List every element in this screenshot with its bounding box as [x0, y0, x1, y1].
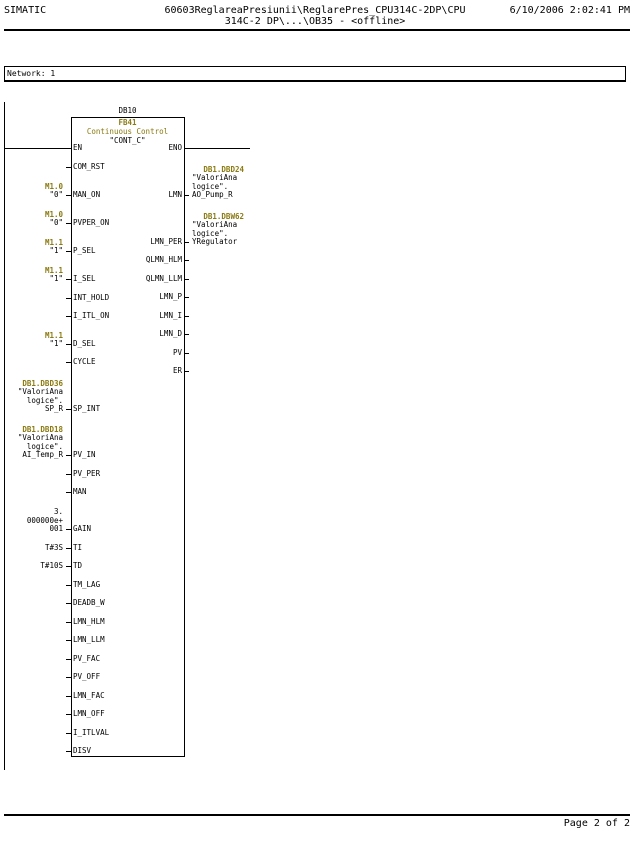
output-operand: "ValoriAna [192, 173, 238, 182]
output-wire [184, 242, 189, 243]
output-wire [184, 195, 189, 196]
input-pin-label: TM_LAG [73, 580, 101, 589]
input-operand: 000000e+ [26, 515, 63, 525]
input-wire [66, 529, 71, 530]
network-label: Network: 1 [7, 69, 56, 78]
input-wire [66, 455, 71, 456]
output-pin-label: LMN_PER [150, 237, 182, 246]
input-address: M1.1 [44, 237, 63, 247]
input-wire [66, 696, 71, 697]
input-operand: "1" [49, 339, 63, 348]
input-pin-label: I_ITLVAL [73, 728, 110, 737]
input-wire [66, 362, 71, 363]
input-pin-label: PV_OFF [73, 672, 101, 681]
input-wire [66, 223, 71, 224]
input-wire [66, 751, 71, 752]
output-pin-label: ENO [168, 143, 182, 152]
input-pin-label: DISV [73, 746, 92, 755]
input-pin-label: LMN_HLM [73, 617, 105, 626]
input-wire [66, 279, 71, 280]
output-pin-label: ER [172, 366, 182, 375]
input-wire [66, 251, 71, 252]
output-operand: AO_Pump_R [192, 190, 233, 199]
input-wire [66, 733, 71, 734]
instance-db: DB10 [118, 106, 137, 115]
input-address: DB1.DBD36 [22, 378, 63, 388]
input-operand: "1" [49, 274, 63, 283]
input-wire [66, 622, 71, 623]
output-pin-label: LMN_P [159, 292, 182, 301]
input-pin-label: PV_FAC [73, 654, 101, 663]
input-operand: "ValoriAna [17, 387, 63, 396]
footer-rule [4, 814, 630, 816]
project-path-line2: 314C-2 DP\...\OB35 - <offline> [224, 16, 406, 27]
input-operand: logice". [26, 395, 63, 405]
output-wire [184, 260, 189, 261]
output-pin-label: QLMN_HLM [145, 255, 182, 264]
fb-number: FB41 [118, 118, 137, 127]
project-path-line1: 60603ReglareaPresiunii\ReglarePres_CPU314C-2DP\CPU [164, 5, 466, 16]
input-pin-label: PV_IN [73, 450, 96, 459]
input-wire [66, 409, 71, 410]
header-rule [4, 29, 630, 31]
app-title: SIMATIC [4, 5, 47, 16]
input-pin-label: LMN_LLM [73, 635, 105, 644]
input-operand: "1" [49, 246, 63, 255]
output-wire [184, 371, 189, 372]
input-wire [66, 344, 71, 345]
output-operand: logice". [192, 181, 229, 191]
input-pin-label: MAN [73, 487, 87, 496]
input-operand: logice". [26, 441, 63, 451]
input-wire [66, 585, 71, 586]
input-wire [66, 298, 71, 299]
input-pin-label: LMN_FAC [73, 691, 105, 700]
output-pin-label: QLMN_LLM [145, 274, 182, 283]
input-address: M1.0 [44, 209, 63, 219]
input-wire [66, 677, 71, 678]
input-pin-label: GAIN [73, 524, 92, 533]
input-wire [66, 566, 71, 567]
output-pin-label: PV [172, 348, 182, 357]
input-address: M1.1 [44, 265, 63, 275]
input-wire [66, 195, 71, 196]
input-operand: T#3S [44, 543, 63, 552]
input-pin-label: I_ITL_ON [73, 311, 110, 320]
input-pin-label: I_SEL [73, 274, 96, 283]
output-address: DB1.DBW62 [203, 211, 244, 221]
print-datetime: 6/10/2006 2:02:41 PM [509, 5, 630, 16]
input-pin-label: SP_INT [73, 404, 101, 413]
output-pin-label: LMN_D [159, 329, 182, 338]
network-rule [4, 80, 626, 81]
output-wire [184, 297, 189, 298]
output-operand: YRegulator [192, 237, 238, 246]
input-pin-label: LMN_OFF [73, 709, 105, 718]
output-wire [184, 279, 189, 280]
input-pin-label: EN [73, 143, 83, 152]
input-wire [66, 603, 71, 604]
input-wire [66, 474, 71, 475]
input-pin-label: TI [73, 543, 83, 552]
input-pin-label: CYCLE [73, 357, 96, 366]
page-number: Page 2 of 2 [563, 818, 630, 829]
input-pin-label: D_SEL [73, 339, 96, 348]
input-wire [66, 640, 71, 641]
input-wire [66, 316, 71, 317]
input-operand: 001 [49, 524, 63, 533]
output-address: DB1.DBD24 [203, 164, 244, 174]
input-operand: SP_R [44, 404, 63, 413]
output-wire [184, 353, 189, 354]
input-operand: "ValoriAna [17, 433, 63, 442]
input-pin-label: PV_PER [73, 469, 101, 478]
input-wire [66, 492, 71, 493]
output-wire [184, 148, 250, 149]
output-operand: "ValoriAna [192, 220, 238, 229]
input-address: M1.0 [44, 181, 63, 191]
input-operand: 3. [53, 507, 63, 516]
input-address: DB1.DBD18 [22, 424, 63, 434]
input-wire [66, 714, 71, 715]
input-pin-label: DEADB_W [73, 598, 105, 607]
input-operand: T#10S [40, 561, 63, 570]
input-wire [66, 548, 71, 549]
input-address: M1.1 [44, 330, 63, 340]
input-pin-label: INT_HOLD [73, 293, 110, 302]
output-wire [184, 334, 189, 335]
input-operand: AI_Temp_R [22, 450, 63, 459]
output-operand: logice". [192, 228, 229, 238]
input-wire [66, 167, 71, 168]
input-pin-label: COM_RST [73, 162, 105, 171]
fb-name: "CONT_C" [109, 136, 146, 145]
input-wire [66, 659, 71, 660]
input-operand: "0" [49, 190, 63, 199]
output-pin-label: LMN_I [159, 311, 182, 320]
fb-title: Continuous Control [86, 127, 169, 136]
input-operand: "0" [49, 218, 63, 227]
input-pin-label: P_SEL [73, 246, 96, 255]
input-pin-label: TD [73, 561, 83, 570]
output-wire [184, 316, 189, 317]
input-pin-label: MAN_ON [73, 190, 101, 199]
input-pin-label: PVPER_ON [73, 218, 110, 227]
input-wire [4, 148, 71, 149]
output-pin-label: LMN [168, 190, 182, 199]
